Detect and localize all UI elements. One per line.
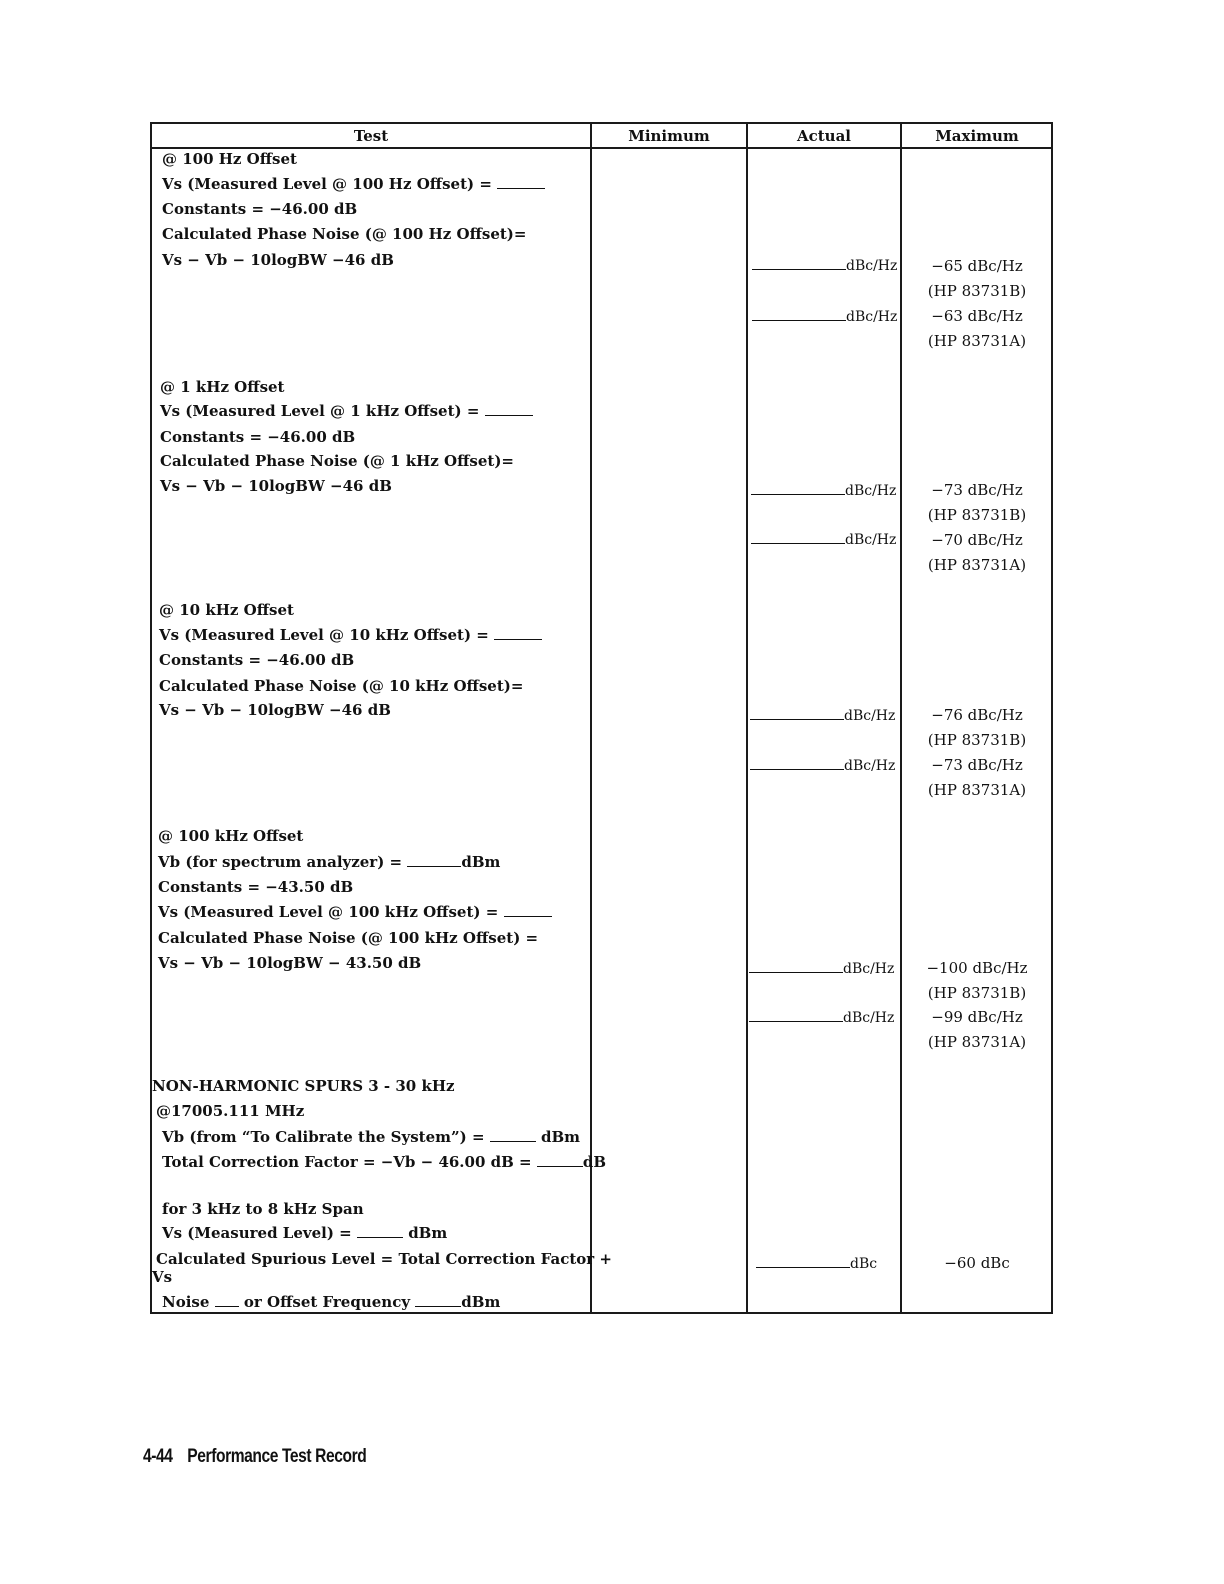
page-footer [143,1446,366,1468]
actual-unit-spurs: dBc [850,1256,878,1272]
vs-blank-1khz[interactable] [485,401,533,416]
actual-unit: dBc/Hz [846,258,898,274]
spurs-tcf-line [162,1152,606,1172]
calc-label-1khz: Calculated Phase Noise (@ 1 kHz Offset)= [160,452,514,470]
section-title-100khz: @ 100 kHz Offset [158,827,304,845]
calc-label-100hz: Calculated Phase Noise (@ 100 Hz Offset)= [162,225,527,243]
spurs-offset-blank[interactable] [415,1292,461,1307]
spurs-frequency: @17005.111 MHz [156,1102,305,1120]
spurs-calc-line1: Calculated Spurious Level = Total Correction Factor + [156,1250,612,1268]
section-title-10khz: @ 10 kHz Offset [159,601,294,619]
spurs-vs-line [162,1223,447,1243]
max-10khz-a: −73 dBc/Hz [931,756,1023,774]
section-title-100hz: @ 100 Hz Offset [162,150,297,168]
spurs-vb-line [162,1127,580,1147]
formula-10khz: Vs − Vb − 10logBW −46 dB [159,701,391,719]
vs-label-100hz: Vs (Measured Level @ 100 Hz Offset) = [162,175,492,193]
actual-unit: dBc/Hz [844,708,896,724]
vs-label-1khz: Vs (Measured Level @ 1 kHz Offset) = [160,402,480,420]
section-title-1khz: @ 1 kHz Offset [160,378,285,396]
vb-line-100khz [158,852,500,872]
model-100hz-a: (HP 83731A) [927,332,1027,350]
spurs-vb-unit: dBm [540,1128,581,1146]
spurs-noise-line [162,1292,500,1312]
spurs-title: NON-HARMONIC SPURS 3 - 30 kHz [152,1077,455,1095]
spurs-span: for 3 kHz to 8 kHz Span [162,1200,364,1218]
model-100khz-b: (HP 83731B) [927,984,1027,1002]
vs-line-100hz [162,174,545,194]
header-maximum: Maximum [935,127,1019,145]
model-100khz-a: (HP 83731A) [927,1033,1027,1051]
constants-100hz: Constants = −46.00 dB [162,200,358,218]
spurs-noise-mid: or Offset Frequency [243,1293,411,1311]
calc-label-100khz: Calculated Phase Noise (@ 100 kHz Offset) = [158,929,539,947]
spurs-vs-label: Vs (Measured Level) = [162,1224,352,1242]
spurs-vb-blank[interactable] [490,1127,536,1142]
constants-100khz: Constants = −43.50 dB [158,878,354,896]
actual-unit: dBc/Hz [843,961,895,977]
actual-field-10khz-a[interactable] [750,755,895,776]
max-100hz-b: −65 dBc/Hz [931,257,1023,275]
spurs-noise-unit: dBm [461,1293,501,1311]
vs-blank-100khz[interactable] [504,902,552,917]
max-spurs: −60 dBc [944,1254,1010,1272]
vs-label-100khz: Vs (Measured Level @ 100 kHz Offset) = [158,903,499,921]
actual-field-100hz-b[interactable] [752,255,897,276]
spurs-tcf-label: Total Correction Factor = −Vb − 46.00 dB = [162,1153,532,1171]
actual-field-10khz-b[interactable] [750,705,895,726]
spurs-noise-label: Noise [162,1293,210,1311]
actual-field-100khz-a[interactable] [749,1007,894,1028]
actual-unit: dBc/Hz [843,1010,895,1026]
max-1khz-b: −73 dBc/Hz [931,481,1023,499]
spurs-tcf-blank[interactable] [537,1152,583,1167]
column-divider-actual [746,122,748,1314]
column-divider-minimum [590,122,592,1314]
header-test: Test [353,127,389,145]
max-100hz-a: −63 dBc/Hz [931,307,1023,325]
actual-field-100khz-b[interactable] [749,958,894,979]
actual-field-1khz-a[interactable] [751,529,896,550]
spurs-tcf-unit: dB [582,1153,606,1171]
vb-blank-100khz[interactable] [407,852,461,867]
model-1khz-b: (HP 83731B) [927,506,1027,524]
actual-field-1khz-b[interactable] [751,480,896,501]
vs-blank-10khz[interactable] [494,625,542,640]
formula-1khz: Vs − Vb − 10logBW −46 dB [160,477,392,495]
constants-10khz: Constants = −46.00 dB [159,651,355,669]
spurs-vs-unit: dBm [408,1224,448,1242]
vs-blank-100hz[interactable] [497,174,545,189]
header-actual: Actual [796,127,852,145]
model-10khz-a: (HP 83731A) [927,781,1027,799]
actual-field-100hz-a[interactable] [752,306,897,327]
footer-title: Performance Test Record [187,1446,367,1467]
max-100khz-a: −99 dBc/Hz [931,1008,1023,1026]
formula-100hz: Vs − Vb − 10logBW −46 dB [162,251,394,269]
formula-100khz: Vs − Vb − 10logBW − 43.50 dB [158,954,422,972]
actual-unit: dBc/Hz [844,758,896,774]
max-100khz-b: −100 dBc/Hz [926,959,1028,977]
actual-unit: dBc/Hz [846,309,898,325]
header-minimum: Minimum [628,127,710,145]
page-number: 4-44 [143,1446,173,1467]
actual-field-spurs[interactable] [756,1253,877,1274]
spurs-vs-blank[interactable] [357,1223,403,1238]
max-10khz-b: −76 dBc/Hz [931,706,1023,724]
max-1khz-a: −70 dBc/Hz [931,531,1023,549]
model-1khz-a: (HP 83731A) [927,556,1027,574]
vs-label-10khz: Vs (Measured Level @ 10 kHz Offset) = [159,626,489,644]
spurs-noise-blank[interactable] [215,1292,239,1307]
calc-label-10khz: Calculated Phase Noise (@ 10 kHz Offset)= [159,677,524,695]
vb-label-100khz: Vb (for spectrum analyzer) = [158,853,403,871]
vs-line-100khz [158,902,552,922]
actual-unit: dBc/Hz [845,532,897,548]
actual-unit: dBc/Hz [845,483,897,499]
vs-line-10khz [159,625,542,645]
constants-1khz: Constants = −46.00 dB [160,428,356,446]
model-10khz-b: (HP 83731B) [927,731,1027,749]
model-100hz-b: (HP 83731B) [927,282,1027,300]
vs-line-1khz [160,401,533,421]
vb-unit-100khz: dBm [461,853,501,871]
spurs-calc-line2: Vs [152,1268,173,1286]
spurs-vb-label: Vb (from “To Calibrate the System”) = [162,1128,485,1146]
